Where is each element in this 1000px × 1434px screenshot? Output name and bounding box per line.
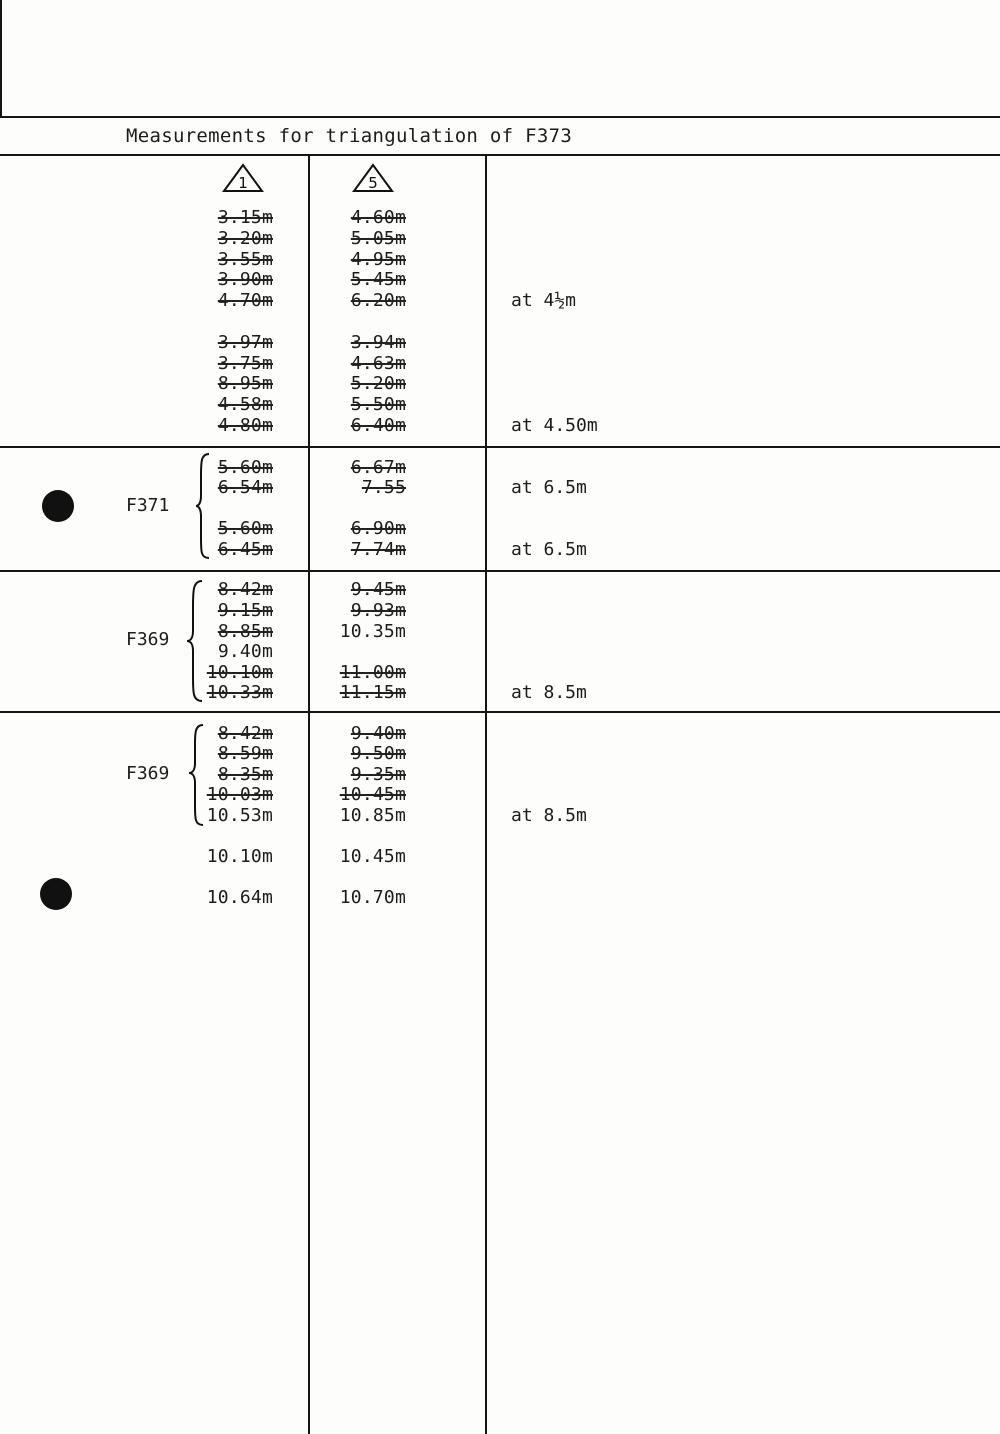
measurement-a: 3.15m [217, 207, 273, 228]
measurement-b: 9.93m [350, 600, 406, 621]
left-border [0, 0, 2, 117]
measurement-b: 5.20m [350, 373, 406, 394]
measurement-b: 5.05m [350, 228, 406, 249]
measurement-b: 10.85m [339, 805, 406, 826]
measurement-b: 3.94m [350, 332, 406, 353]
measurement-b: 4.95m [350, 249, 406, 270]
measurement-b: 5.50m [350, 394, 406, 415]
height-note: at 8.5m [511, 682, 587, 703]
station-5-triangle-icon [352, 163, 394, 193]
row-divider-3 [0, 711, 1000, 713]
measurement-a: 10.33m [206, 682, 273, 703]
title-top-rule [0, 116, 1000, 118]
height-note: at 8.5m [511, 805, 587, 826]
measurement-a: 10.10m [206, 662, 273, 683]
row-divider-2 [0, 570, 1000, 572]
marker-dot-icon [42, 490, 74, 522]
title-bottom-rule [0, 154, 1000, 156]
measurement-b: 6.67m [350, 457, 406, 478]
measurement-a: 4.70m [217, 290, 273, 311]
measurement-a: 9.40m [217, 641, 273, 662]
measurement-b: 6.20m [350, 290, 406, 311]
measurement-b: 10.45m [339, 846, 406, 867]
measurement-b: 9.45m [350, 579, 406, 600]
measurement-a: 8.42m [217, 723, 273, 744]
measurement-b: 6.90m [350, 518, 406, 539]
group-label: F369 [126, 629, 170, 650]
measurement-a: 10.10m [206, 846, 273, 867]
measurement-a: 4.80m [217, 415, 273, 436]
measurement-a: 8.42m [217, 579, 273, 600]
station-1-triangle-icon [222, 163, 264, 193]
measurement-b: 9.50m [350, 743, 406, 764]
measurement-b: 4.60m [350, 207, 406, 228]
measurement-a: 6.45m [217, 539, 273, 560]
measurement-b: 4.63m [350, 353, 406, 374]
row-divider-1 [0, 446, 1000, 448]
measurement-a: 6.54m [217, 477, 273, 498]
height-note: at 6.5m [511, 539, 587, 560]
measurement-b: 9.35m [350, 764, 406, 785]
measurement-a: 5.60m [217, 518, 273, 539]
measurement-a: 3.55m [217, 249, 273, 270]
measurement-a: 5.60m [217, 457, 273, 478]
measurement-b: 10.45m [339, 784, 406, 805]
measurement-a: 3.97m [217, 332, 273, 353]
measurement-a: 10.64m [206, 887, 273, 908]
page-title: Measurements for triangulation of F373 [126, 125, 573, 147]
measurement-a: 3.20m [217, 228, 273, 249]
height-note: at 4½m [511, 290, 577, 311]
station-1-label: 1 [238, 174, 248, 192]
column-divider-2 [485, 156, 487, 1434]
group-label: F369 [126, 763, 170, 784]
group-label: F371 [126, 495, 170, 516]
measurement-a: 10.53m [206, 805, 273, 826]
measurement-b: 5.45m [350, 269, 406, 290]
measurement-b: 11.00m [339, 662, 406, 683]
height-note: at 6.5m [511, 477, 587, 498]
measurement-a: 3.75m [217, 353, 273, 374]
marker-dot-icon [40, 878, 72, 910]
station-5-label: 5 [368, 174, 378, 192]
measurement-a: 10.03m [206, 784, 273, 805]
measurement-b: 9.40m [350, 723, 406, 744]
measurement-b: 7.55 [361, 477, 406, 498]
measurement-b: 11.15m [339, 682, 406, 703]
measurement-a: 3.90m [217, 269, 273, 290]
measurement-a: 8.59m [217, 743, 273, 764]
column-divider-1 [308, 156, 310, 1434]
measurement-b: 10.70m [339, 887, 406, 908]
measurement-b: 7.74m [350, 539, 406, 560]
measurement-b: 6.40m [350, 415, 406, 436]
measurement-a: 8.95m [217, 373, 273, 394]
measurement-a: 8.35m [217, 764, 273, 785]
measurement-a: 4.58m [217, 394, 273, 415]
height-note: at 4.50m [511, 415, 598, 436]
measurement-a: 8.85m [217, 621, 273, 642]
measurement-a: 9.15m [217, 600, 273, 621]
measurement-b: 10.35m [339, 621, 406, 642]
